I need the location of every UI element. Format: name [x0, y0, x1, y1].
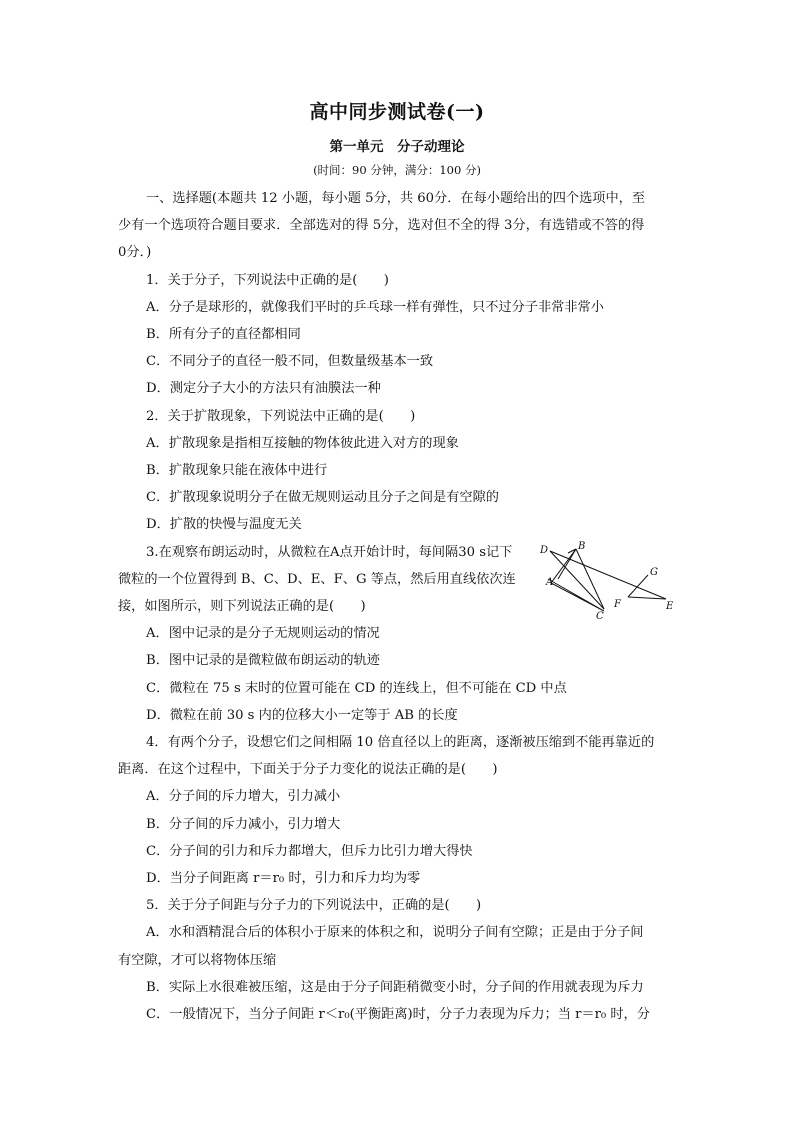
section-intro-line: 一、选择题(本题共 12 小题，每小题 5分，共 60分．在每小题给出的四个选项中，至: [146, 191, 646, 206]
figure-label-b: B: [578, 540, 586, 552]
question-2-option-d: D．扩散的快慢与温度无关: [146, 517, 302, 533]
figure-label-c: C: [596, 610, 604, 619]
exam-meta: (时间：90 分钟，满分：100 分): [313, 163, 481, 177]
figure-label-d: D: [540, 544, 549, 556]
question-3-option-a: A．图中记录的是分子无规则运动的情况: [146, 626, 380, 642]
question-3-block: [118, 539, 678, 621]
question-1-stem: 1．关于分子，下列说法中正确的是( ): [146, 272, 389, 288]
figure-label-a: A: [546, 576, 554, 588]
question-5-stem: 5．关于分子间距与分子力的下列说法中，正确的是( ): [146, 898, 482, 914]
path-segment-ba: [558, 549, 576, 579]
question-4-option-c: C．分子间的引力和斥力都增大，但斥力比引力增大得快: [146, 843, 473, 859]
figure-label-g: G: [650, 566, 658, 578]
question-1-option-d: D．测定分子大小的方法只有油膜法一种: [146, 381, 381, 397]
question-3-stem-line: 微粒的一个位置得到 B、C、D、E、F、G 等点，然后用直线依次连: [118, 571, 516, 587]
question-3-option-b: B．图中记录的是微粒做布朗运动的轨迹: [146, 653, 380, 669]
question-3-option-d: D．微粒在前 30 s 内的位移大小一定等于 AB 的长度: [146, 707, 458, 723]
question-1-option-a: A．分子是球形的，就像我们平时的乒乓球一样有弹性，只不过分子非常非常小: [146, 299, 604, 315]
question-3-option-c: C．微粒在 75 s 末时的位置可能在 CD 的连线上，但不可能在 CD 中点: [146, 680, 567, 696]
question-5-option-c: C．一般情况下，当分子间距 r＜r₀(平衡距离)时，分子力表现为斥力；当 r＝r₀ 时，分: [146, 1007, 650, 1023]
question-4-option-d: D．当分子间距离 r＝r₀ 时，引力和斥力均为零: [146, 871, 421, 887]
question-4-stem-line: 距离．在这个过程中，下面关于分子力变化的说法正确的是( ): [118, 762, 498, 778]
question-1-option-b: B．所有分子的直径都相同: [146, 327, 301, 343]
brownian-path-figure: [536, 539, 676, 619]
question-5-option-a: A．水和酒精混合后的体积小于原来的体积之和，说明分子间有空隙；正是由于分子间: [146, 925, 644, 941]
section-intro-line: 少有一个选项符合题目要求．全部选对的得 5分，选对但不全的得 3分，有选错或不答的得: [118, 218, 645, 234]
question-3-stem: [118, 539, 538, 621]
question-4-option-b: B．分子间的斥力减小，引力增大: [146, 816, 341, 832]
question-4-stem-line: 4．有两个分子，设想它们之间相隔 10 倍直径以上的距离，逐渐被压缩到不能再靠近的: [146, 735, 655, 751]
question-2-option-c: C．扩散现象说明分子在做无规则运动且分子之间是有空隙的: [146, 490, 499, 506]
question-2-option-b: B．扩散现象只能在液体中进行: [146, 463, 328, 479]
question-2-option-a: A．扩散现象是指相互接触的物体彼此进入对方的现象: [146, 435, 459, 451]
path-segment-ef: [628, 597, 666, 599]
question-3-stem-line: 接，如图所示，则下列说法正确的是( ): [118, 599, 366, 615]
exam-body: [118, 185, 678, 1028]
question-1-option-c: C．不同分子的直径一般不同，但数量级基本一致: [146, 354, 434, 370]
section-intro-line: 0分．): [118, 245, 152, 261]
path-segment-fg: [628, 575, 648, 597]
question-5-option-a-cont: 有空隙，才可以将物体压缩: [118, 952, 277, 968]
path-segment-cd: [550, 551, 604, 609]
figure-label-e: E: [666, 600, 674, 612]
question-4-option-a: A．分子间的斥力增大，引力减小: [146, 789, 341, 805]
question-3-stem-line: 3.在观察布朗运动时，从微粒在A点开始计时，每间隔30 s记下: [146, 544, 513, 560]
page-title: 高中同步测试卷(一): [309, 101, 485, 123]
unit-subtitle: 第一单元 分子动理论: [329, 139, 465, 155]
path-segment-cb: [576, 549, 604, 609]
question-5-option-b: B．实际上水很难被压缩，这是由于分子间距稍微变小时，分子间的作用就表现为斥力: [146, 979, 644, 995]
figure-label-f: F: [614, 598, 621, 610]
question-2-stem: 2．关于扩散现象，下列说法中正确的是( ): [146, 408, 416, 424]
